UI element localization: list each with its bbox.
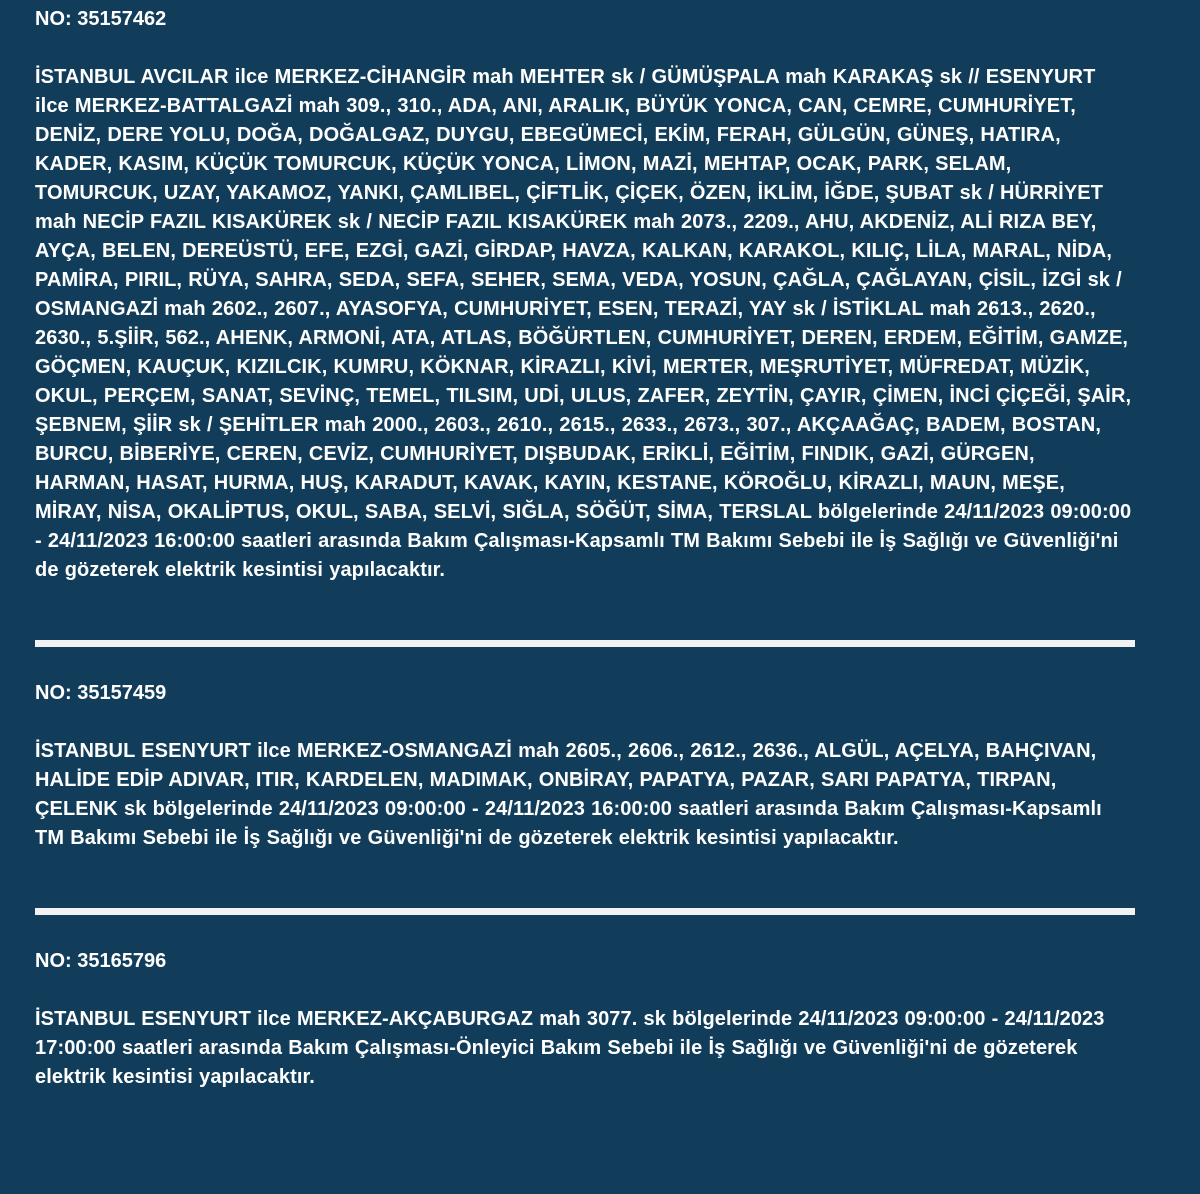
outage-notice (35, 947, 1135, 1092)
notice-number: NO: 35165796 (35, 950, 167, 972)
notice-body: İSTANBUL AVCILAR ilce MERKEZ-CİHANGİR mah MEHTER sk / GÜMÜŞPALA mah KARAKAŞ sk // ESENYURT ilce MERKEZ-BATTALGAZİ mah 309., 310., ADA, ANI, ARALIK, BÜYÜK YONCA, CAN, CEMRE, CUMHURİYET, DENİZ, DERE YOLU, DOĞA, DOĞALGAZ, DUYGU, EBEGÜMECİ, EKİM, FERAH, GÜLGÜN, GÜNEŞ, HATIRA, KADER, KASIM, KÜÇÜK TOMURCUK, KÜÇÜK YONCA, LİMON, MAZİ, MEHTAP, OCAK, PARK, SELAM, TOMURCUK, UZAY, YAKAMOZ, YANKI, ÇAMLIBEL, ÇİFTLİK, ÇİÇEK, ÖZEN, İKLİM, İĞDE, ŞUBAT sk / HÜRRİYET mah NECİP FAZIL KISAKÜREK sk / NECİP FAZIL KISAKÜREK mah 2073., 2209., AHU, AKDENİZ, ALİ RIZA BEY, AYÇA, BELEN, DEREÜSTÜ, EFE, EZGİ, GAZİ, GİRDAP, HAVZA, KALKAN, KARAKOL, KILIÇ, LİLA, MARAL, NİDA, PAMİRA, PIRIL, RÜYA, SAHRA, SEDA, SEFA, SEHER, SEMA, VEDA, YOSUN, ÇAĞLA, ÇAĞLAYAN, ÇİSİL, İZGİ sk / OSMANGAZİ mah 2602., 2607., AYASOFYA, CUMHURİYET, ESEN, TERAZİ, YAY sk / İSTİKLAL mah 2613., 2620., 2630., 5.ŞİİR, 562., AHENK, ARMONİ, ATA, ATLAS, BÖĞÜRTLEN, CUMHURİYET, DEREN, ERDEM, EĞİTİM, GAMZE, GÖÇMEN, KAUÇUK, KIZILCIK, KUMRU, KÖKNAR, KİRAZLI, KİVİ, MERTER, MEŞRUTİYET, MÜFREDAT, MÜZİK, OKUL, PERÇEM, SANAT, SEVİNÇ, TEMEL, TILSIM, UDİ, ULUS, ZAFER, ZEYTİN, ÇAYIR, ÇİMEN, İNCİ ÇİÇEĞİ, ŞAİR, ŞEBNEM, ŞİİR sk / ŞEHİTLER mah 2000., 2603., 2610., 2615., 2633., 2673., 307., AKÇAAĞAÇ, BADEM, BOSTAN, BURCU, BİBERİYE, CEREN, CEVİZ, CUMHURİYET, DIŞBUDAK, ERİKLİ, EĞİTİM, FINDIK, GAZİ, GÜRGEN, HARMAN, HASAT, HURMA, HUŞ, KARADUT, KAVAK, KAYIN, KESTANE, KÖROĞLU, KİRAZLI, MAUN, MEŞE, MİRAY, NİSA, OKALİPTUS, OKUL, SABA, SELVİ, SIĞLA, SÖĞÜT, SİMA, TERSLAL bölgelerinde 24/11/2023 09:00:00 - 24/11/2023 16:00:00 saatleri arasında Bakım Çalışması-Kapsamlı TM Bakımı Sebebi ile İş Sağlığı ve Güvenliği'ni de gözeterek elektrik kesintisi yapılacaktır. (35, 66, 1132, 581)
section-divider (35, 908, 1135, 915)
notice-body: İSTANBUL ESENYURT ilce MERKEZ-AKÇABURGAZ mah 3077. sk bölgelerinde 24/11/2023 09:00:00 - 24/11/2023 17:00:00 saatleri arasında Bakım Çalışması-Önleyici Bakım Sebebi ile İş Sağlığı ve Güvenliği'ni de gözeterek elektrik kesintisi yapılacaktır. (35, 1008, 1105, 1088)
outage-notice (35, 5, 1135, 585)
notice-body: İSTANBUL ESENYURT ilce MERKEZ-OSMANGAZİ mah 2605., 2606., 2612., 2636., ALGÜL, AÇELYA, BAHÇIVAN, HALİDE EDİP ADIVAR, ITIR, KARDELEN, MADIMAK, ONBİRAY, PAPATYA, PAZAR, SARI PAPATYA, TIRPAN, ÇELENK sk bölgelerinde 24/11/2023 09:00:00 - 24/11/2023 16:00:00 saatleri arasında Bakım Çalışması-Kapsamlı TM Bakımı Sebebi ile İş Sağlığı ve Güvenliği'ni de gözeterek elektrik kesintisi yapılacaktır. (35, 740, 1102, 849)
outage-notice (35, 679, 1135, 853)
notice-number: NO: 35157462 (35, 8, 167, 30)
notice-number: NO: 35157459 (35, 682, 167, 704)
section-divider (35, 640, 1135, 647)
